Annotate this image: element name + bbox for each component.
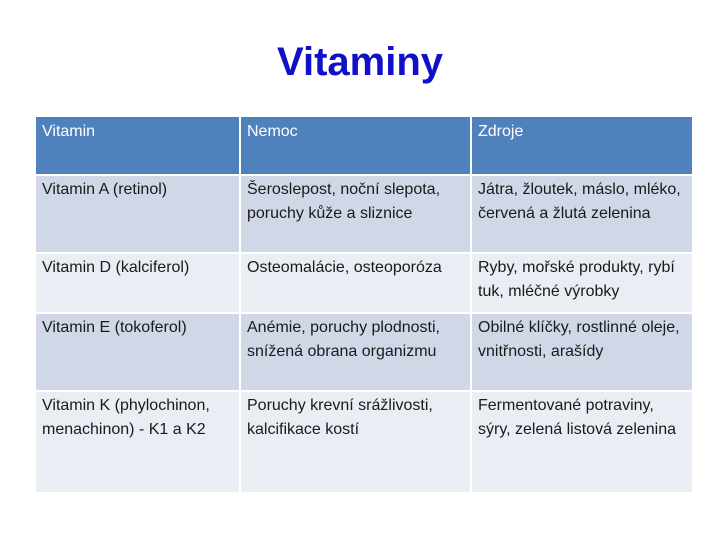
cell-zdroje: Játra, žloutek, máslo, mléko, červená a žlutá zelenina <box>472 176 692 254</box>
cell-nemoc: Anémie, poruchy plodnosti, snížená obrana organizmu <box>241 314 472 392</box>
cell-zdroje: Ryby, mořské produkty, rybí tuk, mléčné výrobky <box>472 254 692 314</box>
table-row <box>36 176 692 254</box>
cell-vitamin: Vitamin A (retinol) <box>36 176 241 254</box>
page-title: Vitaminy <box>277 40 443 84</box>
cell-vitamin: Vitamin D (kalciferol) <box>36 254 241 314</box>
cell-nemoc: Osteomalácie, osteoporóza <box>241 254 472 314</box>
table-row <box>36 392 692 494</box>
cell-zdroje: Obilné klíčky, rostlinné oleje, vnitřnosti, arašídy <box>472 314 692 392</box>
cell-vitamin: Vitamin E (tokoferol) <box>36 314 241 392</box>
header-zdroje: Zdroje <box>472 117 692 176</box>
vitamin-table <box>36 117 692 494</box>
cell-zdroje: Fermentované potraviny, sýry, zelená listová zelenina <box>472 392 692 494</box>
cell-vitamin: Vitamin K (phylochinon, menachinon) - K1 a K2 <box>36 392 241 494</box>
table-row <box>36 254 692 314</box>
header-nemoc: Nemoc <box>241 117 472 176</box>
cell-nemoc: Šeroslepost, noční slepota, poruchy kůže a sliznice <box>241 176 472 254</box>
header-vitamin: Vitamin <box>36 117 241 176</box>
cell-nemoc: Poruchy krevní srážlivosti, kalcifikace kostí <box>241 392 472 494</box>
table-row <box>36 314 692 392</box>
table-header-row <box>36 117 692 176</box>
